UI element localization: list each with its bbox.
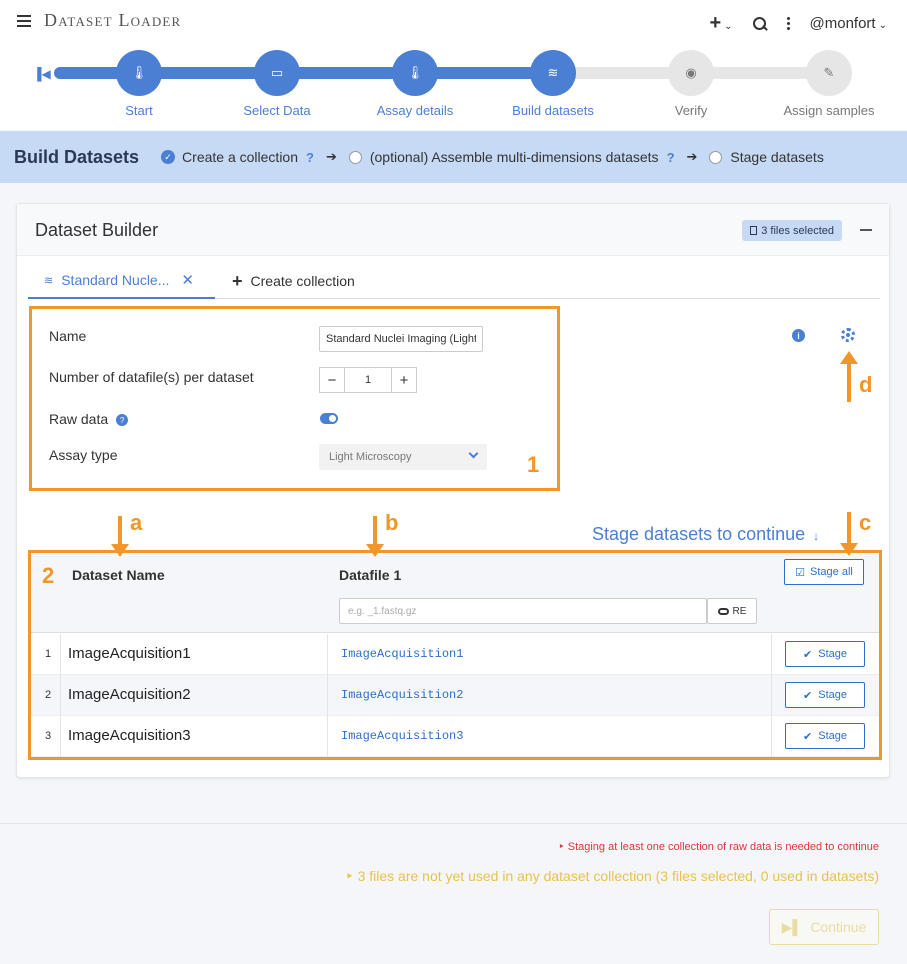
annotation-label-1: 1 bbox=[527, 452, 540, 477]
tab-standard-nuclei[interactable] bbox=[28, 263, 215, 299]
annotation-arrow-c bbox=[847, 512, 851, 545]
add-menu-button[interactable] bbox=[709, 12, 732, 35]
annotation-box-1 bbox=[29, 306, 560, 491]
dataset-name[interactable]: ImageAcquisition3 bbox=[68, 727, 191, 744]
top-actions bbox=[709, 12, 887, 35]
annotation-arrow-a bbox=[118, 516, 122, 546]
thermometer-icon: 🌡 bbox=[116, 50, 162, 96]
annotation-label-c: c bbox=[859, 510, 872, 535]
layers-icon: ≋ bbox=[530, 50, 576, 96]
warning-text: 3 files are not yet used in any dataset collection (3 files selected, 0 used in datasets) bbox=[357, 868, 879, 884]
close-icon[interactable]: ✕ bbox=[181, 272, 194, 289]
substep-label: (optional) Assemble multi-dimensions datasets bbox=[369, 149, 659, 165]
chevron-down-icon: ⌄ bbox=[878, 20, 887, 31]
files-selected-badge bbox=[742, 220, 842, 241]
step-build-datasets[interactable] bbox=[483, 50, 623, 118]
info-icon[interactable]: i bbox=[792, 329, 805, 342]
stage-label: Stage bbox=[818, 730, 847, 742]
annotation-label-d: d bbox=[859, 372, 873, 397]
datafile-link[interactable]: ImageAcquisition1 bbox=[341, 647, 464, 661]
step-label: Assign samples bbox=[783, 103, 875, 118]
step-label: Verify bbox=[674, 103, 708, 118]
per-dataset-label: Number of datafile(s) per dataset bbox=[49, 369, 254, 385]
annotation-label-2: 2 bbox=[42, 563, 55, 588]
name-label: Name bbox=[49, 328, 87, 344]
assay-type-label: Assay type bbox=[49, 447, 118, 463]
step-assign-samples[interactable] bbox=[759, 50, 899, 118]
build-datasets-bar bbox=[0, 131, 907, 183]
arrow-down-icon: ↓ bbox=[813, 529, 820, 543]
row-index: 1 bbox=[45, 648, 52, 660]
layers-icon: ≋ bbox=[44, 274, 54, 287]
arrow-right-icon: ➔ bbox=[325, 149, 337, 164]
collection-tabs bbox=[28, 263, 880, 299]
user-name: @monfort bbox=[809, 15, 876, 32]
substep-stage[interactable] bbox=[709, 149, 823, 165]
help-icon[interactable]: ? bbox=[666, 149, 675, 165]
more-options-icon[interactable] bbox=[787, 17, 790, 30]
annotation-box-2 bbox=[28, 550, 882, 760]
help-icon[interactable]: ? bbox=[116, 414, 128, 426]
menu-icon[interactable] bbox=[17, 15, 31, 27]
tab-label: Standard Nucle... bbox=[61, 272, 170, 288]
unused-files-warning: ‣ 3 files are not yet used in any dataset collection (3 files selected, 0 used in datasets) bbox=[345, 868, 879, 884]
plus-icon: + bbox=[232, 270, 243, 291]
annotation-arrow-d bbox=[847, 362, 851, 402]
row-index: 2 bbox=[45, 689, 52, 701]
radio-empty-icon bbox=[709, 151, 722, 164]
stage-label: Stage bbox=[818, 648, 847, 660]
footer bbox=[0, 823, 907, 964]
datafile-link[interactable]: ImageAcquisition2 bbox=[341, 688, 464, 702]
check-square-icon: ☑ bbox=[795, 566, 806, 579]
step-select-data[interactable] bbox=[207, 50, 347, 118]
warning-text: Staging at least one collection of raw data is needed to continue bbox=[567, 841, 879, 853]
substep-assemble[interactable] bbox=[349, 149, 675, 165]
app-title: Dataset Loader bbox=[44, 10, 182, 30]
step-assay-details[interactable] bbox=[345, 50, 485, 118]
stage-label: Stage bbox=[818, 689, 847, 701]
pencil-icon: ✎ bbox=[806, 50, 852, 96]
step-label: Build datasets bbox=[512, 103, 594, 118]
substep-label: Create a collection bbox=[182, 149, 298, 165]
annotation-arrow-b bbox=[373, 516, 377, 546]
badge-label: 3 files selected bbox=[761, 224, 834, 237]
select-value: Light Microscopy bbox=[329, 451, 412, 463]
plus-icon: + bbox=[709, 12, 722, 34]
collapse-icon[interactable] bbox=[860, 229, 872, 231]
gear-icon[interactable] bbox=[841, 328, 855, 342]
chevron-down-icon: ⌄ bbox=[724, 21, 733, 32]
check-icon: ✔ bbox=[803, 730, 813, 743]
radio-empty-icon bbox=[349, 151, 362, 164]
dataset-name[interactable]: ImageAcquisition2 bbox=[68, 686, 191, 703]
help-icon[interactable]: ? bbox=[306, 149, 314, 165]
check-circle-icon: ✓ bbox=[161, 150, 175, 164]
datafile-filter-input[interactable]: e.g. _1.fastq.gz bbox=[339, 598, 707, 624]
step-label: Start bbox=[125, 103, 153, 118]
dataset-name[interactable]: ImageAcquisition1 bbox=[68, 645, 191, 662]
search-icon[interactable] bbox=[753, 17, 767, 31]
check-icon: ✔ bbox=[803, 648, 813, 661]
card-title: Dataset Builder bbox=[35, 220, 159, 240]
tab-create-collection[interactable] bbox=[232, 263, 355, 299]
continue-label: Continue bbox=[810, 919, 867, 935]
continue-button[interactable] bbox=[769, 909, 879, 945]
substep-create-collection[interactable] bbox=[161, 149, 314, 165]
col-dataset-name[interactable]: Dataset Name bbox=[72, 567, 165, 583]
folder-open-icon: ▭ bbox=[254, 50, 300, 96]
row-index: 3 bbox=[45, 730, 52, 742]
thermometer-icon: 🌡 bbox=[392, 50, 438, 96]
eye-icon: ◉ bbox=[668, 50, 714, 96]
stage-all-label: Stage all bbox=[810, 566, 853, 578]
datafile-link[interactable]: ImageAcquisition3 bbox=[341, 729, 464, 743]
skip-back-icon[interactable]: ▐◀ bbox=[33, 67, 51, 81]
stepper-value[interactable]: 1 bbox=[345, 367, 391, 393]
section-title: Build Datasets bbox=[14, 146, 140, 167]
raw-data-label: Raw data bbox=[49, 411, 109, 427]
increment-button[interactable]: + bbox=[391, 367, 417, 393]
raw-data-warning: ‣ Staging at least one collection of raw data is needed to continue bbox=[558, 841, 879, 853]
check-icon: ✔ bbox=[803, 689, 813, 702]
file-icon bbox=[750, 226, 757, 235]
step-label: Select Data bbox=[243, 103, 311, 118]
decrement-button[interactable]: − bbox=[319, 367, 345, 393]
step-verify[interactable] bbox=[621, 50, 761, 118]
arrow-right-icon: ➔ bbox=[686, 149, 698, 164]
top-bar bbox=[0, 0, 907, 130]
annotation-label-a: a bbox=[130, 510, 143, 535]
col-datafile-1[interactable]: Datafile 1 bbox=[339, 567, 402, 583]
step-start[interactable] bbox=[69, 50, 209, 118]
wizard-stepper bbox=[0, 50, 907, 120]
regex-label: RE bbox=[732, 605, 747, 617]
annotation-label-b: b bbox=[385, 510, 399, 535]
step-label: Assay details bbox=[376, 103, 454, 118]
user-menu-button[interactable] bbox=[810, 15, 887, 32]
card-header bbox=[17, 204, 889, 256]
stage-hint-text: Stage datasets to continue bbox=[592, 524, 806, 544]
stage-hint bbox=[592, 524, 819, 545]
skip-forward-icon: ▶▌ bbox=[781, 918, 803, 935]
tab-label: Create collection bbox=[250, 273, 355, 289]
substep-label: Stage datasets bbox=[730, 149, 824, 165]
